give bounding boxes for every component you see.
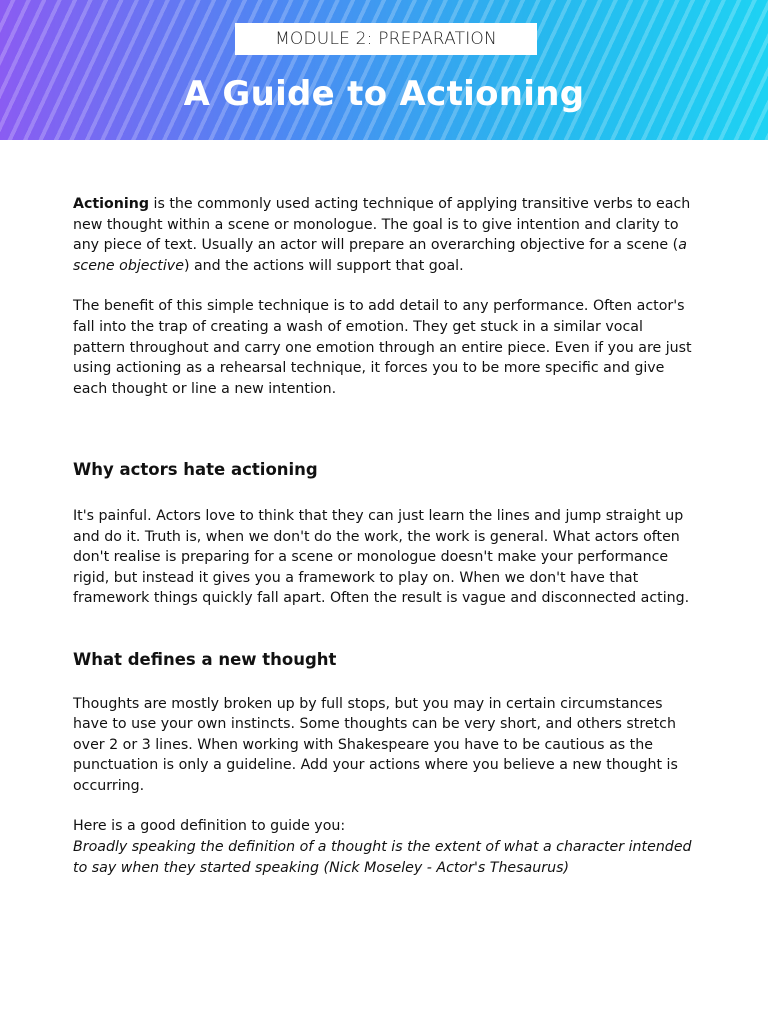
intro-paragraph — [73, 194, 693, 276]
intro-text-b: ) and the actions will support that goal. — [183, 257, 464, 274]
definition-intro: Here is a good definition to guide you: — [73, 818, 346, 835]
main-content — [73, 194, 693, 878]
why-paragraph: It's painful. Actors love to think that they can just learn the lines and jump straight up and do it. Truth is, when we don't do the work, the work is general. What actors often don't realise is preparing for a scene or monologue doesn't make your performance rigid, but instead it gives you a framework to play on. When we don't have that framework things quickly fall apart. Often the result is vague and disconnected acting. — [73, 507, 690, 607]
page-title: A Guide to Actioning — [183, 74, 585, 114]
why-heading: Why actors hate actioning — [73, 460, 318, 480]
thought-heading: What defines a new thought — [73, 649, 337, 669]
intro-italic: a scene objective — [73, 237, 687, 274]
thought-paragraph: Thoughts are mostly broken up by full stops, but you may in certain circumstances have to use your own instincts. Some thoughts can be very short, and others stretch over 2 or 3 lines. When working with Shakespeare you have to be cautious as the punctuation is only a guideline. Add your actions where you believe a new thought is occurring. — [73, 695, 678, 794]
definition-quote: Broadly speaking the definition of a thought is the extent of what a character intended to say when they started speaking (Nick Moseley - Actor's Thesaurus) — [73, 839, 692, 876]
module-label: MODULE 2: PREPARATION — [235, 23, 537, 55]
intro-term: Actioning — [73, 196, 150, 212]
intro-text-a: is the commonly used acting technique of applying transitive verbs to each new thought within a scene or monologue. The goal is to give intention and clarity to any piece of text. Usually an actor will prepare an overarching objective for a scene ( — [73, 196, 691, 254]
benefit-paragraph: The benefit of this simple technique is to add detail to any performance. Often actor's fall into the trap of creating a wash of emotion. They get stuck in a similar vocal pattern throughout and carry one emotion through an entire piece. Even if you are just using actioning as a rehearsal technique, it forces you to be more specific and give each thought or line a new intention. — [73, 298, 692, 397]
header-banner — [0, 0, 768, 140]
